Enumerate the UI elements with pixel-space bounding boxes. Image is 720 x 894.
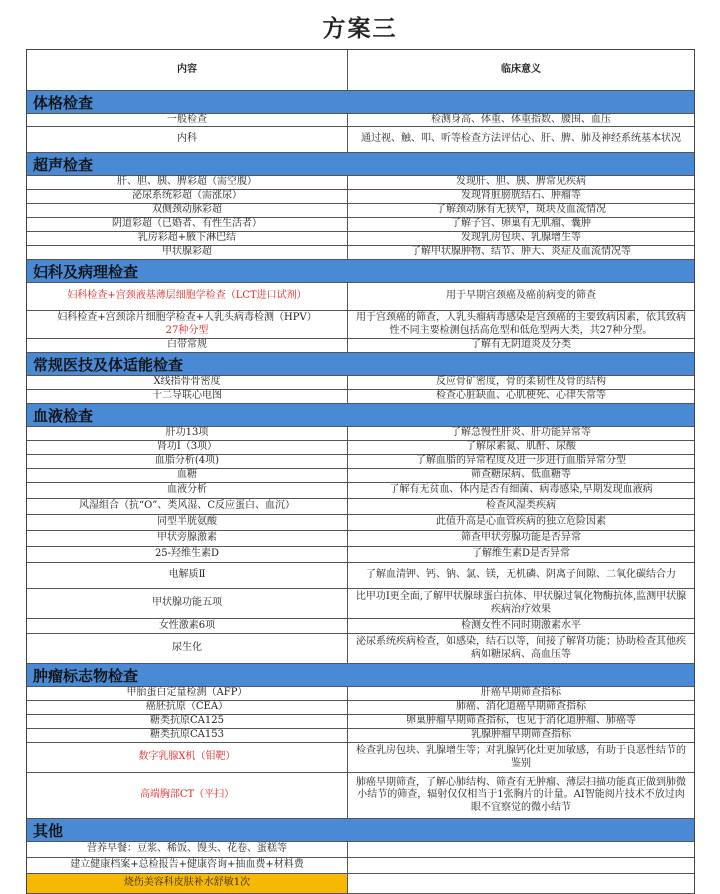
- row-meaning: 肝癌早期筛查指标: [481, 687, 561, 699]
- row-item: 高端胸部CT（平扫）: [27, 773, 348, 818]
- row-item: 糖类抗原CA153: [27, 729, 348, 742]
- row-meaning: 了解甲状腺肿物、结节、肿大、炎症及血流情况等: [411, 246, 631, 258]
- table-row: [27, 376, 694, 390]
- row-item: 甲胎蛋白定量检测（AFP）: [27, 687, 348, 700]
- row-item: 白带常规: [27, 339, 348, 352]
- table-row: [27, 701, 694, 715]
- row-meaning: [348, 874, 694, 893]
- row-meaning: 此值升高是心血管疾病的独立危险因素: [436, 516, 606, 528]
- table-header: [27, 49, 694, 91]
- row-meaning: 肺癌、消化道癌早期筛查指标: [456, 701, 586, 713]
- row-meaning: 肺癌早期筛查，了解心肺结构、筛查有无肿瘤、薄层扫描功能真正做到肺微小结节的筛查，辐射仅仅相当于1张胸片的计量。AI智能阅片技术不放过肉眼不宜察觉的微小结节: [356, 776, 686, 813]
- row-meaning: 筛查糖尿病、低血糖等: [471, 469, 571, 481]
- section-blood: 血液检查: [27, 404, 694, 427]
- row-item: 肝功13项: [27, 427, 348, 440]
- row-meaning: 了解急慢性肝炎、肝功能异常等: [451, 427, 591, 439]
- table-row: [27, 283, 694, 311]
- table-row-highlighted: [27, 874, 694, 894]
- row-meaning: 了解血清钾、钙、钠、氯、镁，无机磷、阴离子间隙、二氧化碳结合力: [366, 569, 676, 581]
- row-item: 一般检查: [27, 114, 348, 126]
- table-row: [27, 499, 694, 515]
- row-meaning: 检测女性不同时期激素水平: [461, 619, 581, 631]
- table-row: [27, 531, 694, 547]
- row-item: 肾功Ⅰ（3项）: [27, 441, 348, 454]
- table-row: [27, 176, 694, 190]
- row-meaning: 用于宫颈癌的筛查，人乳头瘤病毒感染是宫颈癌的主要致病因素，依其致病性不同主要检测包括高危型和低危型两大类，共27种分型。: [356, 312, 686, 336]
- row-item-sub: 27种分型: [165, 324, 209, 336]
- table-row: [27, 218, 694, 232]
- table-row: [27, 339, 694, 353]
- section-other: 其他: [27, 819, 694, 842]
- row-item: 双侧颈动脉彩超: [27, 204, 348, 217]
- row-item: 营养早餐：豆浆、稀饭、馒头、花卷、蛋糕等: [27, 842, 348, 857]
- row-item: 糖类抗原CA125: [27, 715, 348, 728]
- table-row: [27, 441, 694, 455]
- row-item: 25-羟维生素D: [27, 547, 348, 562]
- table-row: [27, 858, 694, 874]
- row-meaning: 了解维生素D是否异常: [471, 548, 571, 560]
- row-item: 内科: [27, 127, 348, 152]
- row-meaning: 了解颈动脉有无狭窄，斑块及血流情况: [436, 204, 606, 216]
- table-row: [27, 311, 694, 339]
- row-meaning: 检查风湿类疾病: [486, 500, 556, 512]
- row-item: 癌胚抗原（CEA）: [27, 701, 348, 714]
- table-row: [27, 743, 694, 773]
- row-item: 建立健康档案+总检报告+健康咨询+抽血费+材料费: [27, 858, 348, 873]
- row-item: 数字乳腺X机（钼靶）: [27, 743, 348, 772]
- row-item: 电解质Ⅱ: [27, 563, 348, 588]
- section-routine: 常规医技及体适能检查: [27, 353, 694, 376]
- row-item: 泌尿系统彩超（需涨尿）: [27, 190, 348, 203]
- header-meaning: 临床意义: [501, 63, 541, 75]
- row-meaning: 发现肝、胆、胰、脾常见疾病: [456, 176, 586, 188]
- row-meaning: [348, 842, 694, 857]
- row-item: 妇科检查+宫颈液基薄层细胞学检查（LCT进口试剂）: [27, 283, 348, 310]
- row-meaning: 了解有无贫血、体内是否有细菌、病毒感染,早期发现血液病: [389, 484, 653, 496]
- row-item: 血糖: [27, 469, 348, 482]
- table-row: [27, 427, 694, 441]
- row-meaning: 用于早期宫颈癌及癌前病变的筛查: [446, 290, 596, 302]
- table-row: [27, 469, 694, 483]
- table-row: [27, 563, 694, 589]
- section-tumor-markers: 肿瘤标志物检查: [27, 664, 694, 687]
- row-meaning: 了解子宫、卵巢有无肌瘤、囊肿: [451, 218, 591, 230]
- row-item: 尿生化: [27, 634, 348, 663]
- row-meaning: 通过视、触、叩、听等检查方法评估心、肝、脾、肺及神经系统基本状况: [361, 133, 681, 145]
- table-row: [27, 773, 694, 819]
- section-physical: 体格检查: [27, 91, 694, 114]
- row-meaning: 了解血脂的异常程度及进一步进行血脂异常分型: [416, 455, 626, 467]
- row-item: 同型半胱氨酸: [27, 515, 348, 530]
- row-meaning: [348, 858, 694, 873]
- page-title: 方案三: [322, 16, 398, 42]
- table-row: [27, 589, 694, 619]
- row-meaning: 反应骨矿密度，骨的柔韧性及骨的结构: [436, 376, 606, 388]
- row-item: 甲状旁腺激素: [27, 531, 348, 546]
- row-item-main: 妇科检查+宫颈涂片细胞学检查+人乳头病毒检测（HPV）: [57, 312, 317, 323]
- table-row: [27, 619, 694, 634]
- row-item: 阴道彩超（已婚者、有性生活者）: [27, 218, 348, 231]
- table-row: [27, 483, 694, 499]
- table-row: [27, 127, 694, 153]
- table-row: [27, 246, 694, 260]
- row-meaning: 了解尿素氮、肌酐、尿酸: [466, 441, 576, 453]
- table-row: [27, 114, 694, 127]
- row-item: 甲状腺功能五项: [27, 589, 348, 618]
- row-meaning: 乳腺肿瘤早期筛查指标: [471, 729, 571, 741]
- row-item: 十二导联心电图: [27, 390, 348, 403]
- row-meaning: 泌尿系统疾病检查，如感染，结石以等，间接了解肾功能；协助检查其他疾病如糖尿病、高血压等: [356, 636, 686, 660]
- table-row: [27, 634, 694, 664]
- table-row: [27, 842, 694, 858]
- row-meaning: 筛查甲状旁腺功能是否异常: [461, 532, 581, 544]
- row-item: 烧伤美容科皮肤补水舒敏1次: [27, 874, 348, 893]
- table-row: [27, 455, 694, 469]
- row-item: 女性激素6项: [27, 619, 348, 633]
- row-item: 血脂分析(4项): [27, 455, 348, 468]
- row-item: [27, 311, 348, 338]
- table-row: [27, 547, 694, 563]
- row-item: 乳房彩超+腋下淋巴结: [27, 232, 348, 245]
- table-row: [27, 390, 694, 404]
- row-meaning: 卵巢肿瘤早期筛查指标，也见于消化道肿瘤、肺癌等: [406, 715, 636, 727]
- row-item: X线指骨骨密度: [27, 376, 348, 389]
- row-meaning: 发现乳房包块、乳腺增生等: [461, 232, 581, 244]
- row-meaning: 发现肾脏膀胱结石、肿瘤等: [461, 190, 581, 202]
- row-item: 肝、胆、胰、脾彩超（需空腹）: [27, 176, 348, 189]
- row-meaning: 检查心脏缺血、心肌梗死、心律失常等: [436, 390, 606, 402]
- row-item: 风湿组合（抗“O”、类风湿、C反应蛋白、血沉）: [27, 499, 348, 514]
- section-ultrasound: 超声检查: [27, 153, 694, 176]
- table-row: [27, 729, 694, 743]
- row-meaning: 检测身高、体重、体重指数、腰围、血压: [431, 113, 611, 125]
- table-row: [27, 515, 694, 531]
- checkup-table: [26, 49, 695, 894]
- row-meaning: 检查乳房包块、乳腺增生等；对乳腺钙化灶更加敏感，有助于良恶性结节的鉴别: [356, 745, 686, 769]
- table-row: [27, 687, 694, 701]
- row-meaning: 了解有无阴道炎及分类: [471, 339, 571, 351]
- section-gynecology: 妇科及病理检查: [27, 260, 694, 283]
- header-content: 内容: [27, 50, 348, 90]
- table-row: [27, 204, 694, 218]
- table-row: [27, 715, 694, 729]
- row-item: 甲状腺彩超: [27, 246, 348, 259]
- row-item: 血液分析: [27, 483, 348, 498]
- table-row: [27, 232, 694, 246]
- row-meaning: 比甲功Ⅰ更全面,了解甲状腺球蛋白抗体、甲状腺过氧化物酶抗体,监测甲状腺疾病治疗效果: [355, 591, 687, 615]
- table-row: [27, 190, 694, 204]
